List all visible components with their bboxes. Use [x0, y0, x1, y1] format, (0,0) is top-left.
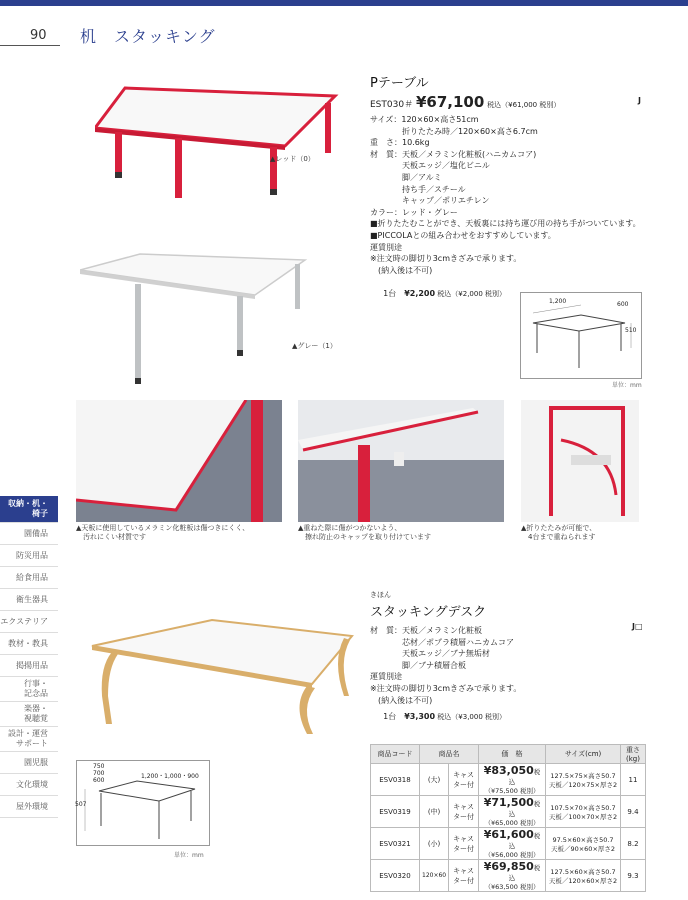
red-table-photo [95, 68, 350, 198]
product2-dimension-diagram [76, 760, 210, 846]
product2-j-mark: J□ [632, 622, 643, 631]
table-row: ESV0321 (小) キャスター付 ¥61,600税込 （¥56,000 税別） 97.5×60×高さ50.7 天板／90×60×厚さ2 8.2 [371, 828, 646, 860]
sidebar-item-sanitary[interactable]: 衛生器具 [0, 589, 58, 611]
sidebar-item-outdoor[interactable]: 屋外環境 [0, 796, 58, 818]
sidebar-item-uniform[interactable]: 園児服 [0, 752, 58, 774]
product1-code: EST030＃ [370, 100, 414, 110]
caption-gray: ▲グレー（1） [292, 342, 337, 350]
product1-dimension-diagram [520, 292, 642, 379]
product2-cut-price-line: 1台 ¥3,300 税込（¥3,000 税別） [375, 711, 507, 721]
detail-photo-top [76, 400, 282, 522]
detail-caption-2: ▲重ねた際に傷がつかないよう、 擦れ防止のキャップを取り付けています [298, 524, 431, 541]
red-table-illustration [95, 68, 350, 198]
detail-caption-3: ▲折りたたみが可能で、 4台まで重ねられます [521, 524, 597, 541]
product2-kana: きほん [370, 591, 391, 599]
sidebar-item-culture[interactable]: 文化環境 [0, 774, 58, 796]
detail-photo-cap [298, 400, 504, 522]
product1-spec: サイズ：120×60×高さ51cm 折りたたみ時／120×60×高さ6.7cm 重 さ：10.6kg 材 質：天板／メラミン化粧板(ハニカムコア) 天板エッジ／塩化ビニル 脚／アルミ 持ち手／スチール キャップ／ポリエチレン カラー：レッド・グレー ■折りたたむことができ、天板裏には持ち運び用の持ち手がついています。 ■PICCOLAとの組み合わせをおすすめしています。 運賃別途 ※注文時の脚切り3cmきざみで承ります。 (納入後は不可) [370, 115, 641, 275]
sidebar-nav [0, 496, 58, 818]
th-name: 商品名 [420, 745, 479, 764]
product1-code-price [370, 93, 560, 111]
product2-name: スタッキングデスク [370, 605, 487, 620]
product1-cut-price-line: 1台 ¥2,200 税込（¥2,000 税別） [375, 288, 507, 298]
product1-price-ex: （¥61,000 税別） [501, 101, 561, 109]
page-number-rule [0, 45, 60, 46]
product1-unit: 単位：mm [612, 382, 642, 389]
gray-table-photo [80, 250, 310, 390]
dim-height: 510 [625, 327, 637, 334]
sidebar-item-equipment[interactable]: 園備品 [0, 523, 58, 545]
product1-j-mark: J [638, 96, 641, 105]
sidebar-item-design[interactable]: 設計・運営 サポート [0, 727, 58, 752]
sidebar-item-disaster[interactable]: 防災用品 [0, 545, 58, 567]
sidebar-item-events[interactable]: 行事・ 記念品 [0, 677, 58, 702]
desk-heights: 750 700 600 [93, 763, 105, 784]
dim-width: 1,200 [549, 298, 567, 305]
product1-name: Pテーブル [370, 76, 429, 91]
sidebar-item-music[interactable]: 楽器・ 視聴覚 [0, 702, 58, 727]
table-row: ESV0320 120×60 キャスター付 ¥69,850税込 （¥63,500 税別） 127.5×60×高さ50.7 天板／120×60×厚さ2 9.3 [371, 860, 646, 892]
sidebar-item-flag[interactable]: 掲揚用品 [0, 655, 58, 677]
product1-price: ¥67,100 [415, 93, 485, 111]
product1-tax-label: 税込 [487, 101, 502, 109]
table-row: ESV0319 (中) キャスター付 ¥71,500税込 （¥65,000 税別） 107.5×70×高さ50.7 天板／100×70×厚さ2 9.4 [371, 796, 646, 828]
dim-depth: 600 [617, 301, 629, 308]
desk-height: 507 [75, 801, 87, 808]
desk-width: 1,200・1,000・900 [141, 773, 199, 780]
table-row: ESV0318 (大) キャスター付 ¥83,050税込 （¥75,500 税別） 127.5×75×高さ50.7 天板／120×75×厚さ2 11 [371, 764, 646, 796]
th-price: 価 格 [479, 745, 546, 764]
sidebar-item-exterior[interactable]: エクステリア [0, 611, 58, 633]
price-table [370, 744, 646, 892]
product2-spec: 材 質：天板／メラミン化粧板 芯材／ポプラ積層ハニカムコア 天板エッジ／ブナ無垢材 脚／ブナ積層合板 運賃別途 ※注文時の脚切り3cmきざみで承ります。 (納入後は不可) [370, 626, 522, 705]
top-bar [0, 0, 688, 6]
sidebar-item-furniture[interactable]: 収納・机・ 椅子 [0, 496, 58, 523]
caption-red: ▲レッド（0） [270, 155, 315, 163]
th-weight: 重さ(kg) [621, 745, 646, 764]
th-code: 商品コード [371, 745, 420, 764]
page-number: 90 [30, 28, 47, 43]
wood-desk-illustration [82, 616, 364, 740]
detail-photo-folded [521, 400, 639, 522]
product2-cut-price: ¥3,300 [404, 711, 436, 721]
gray-table-illustration [80, 250, 310, 390]
product1-cut-price: ¥2,200 [404, 288, 436, 298]
product2-unit: 単位：mm [174, 852, 204, 859]
wood-desk-photo [82, 616, 364, 740]
section-title: 机 スタッキング [80, 27, 216, 46]
sidebar-item-meal[interactable]: 給食用品 [0, 567, 58, 589]
sidebar-item-teaching[interactable]: 教材・教具 [0, 633, 58, 655]
detail-caption-1: ▲天板に使用しているメラミン化粧板は傷つきにくく、 汚れにくい材質です [76, 524, 250, 541]
th-size: サイズ(cm) [546, 745, 621, 764]
